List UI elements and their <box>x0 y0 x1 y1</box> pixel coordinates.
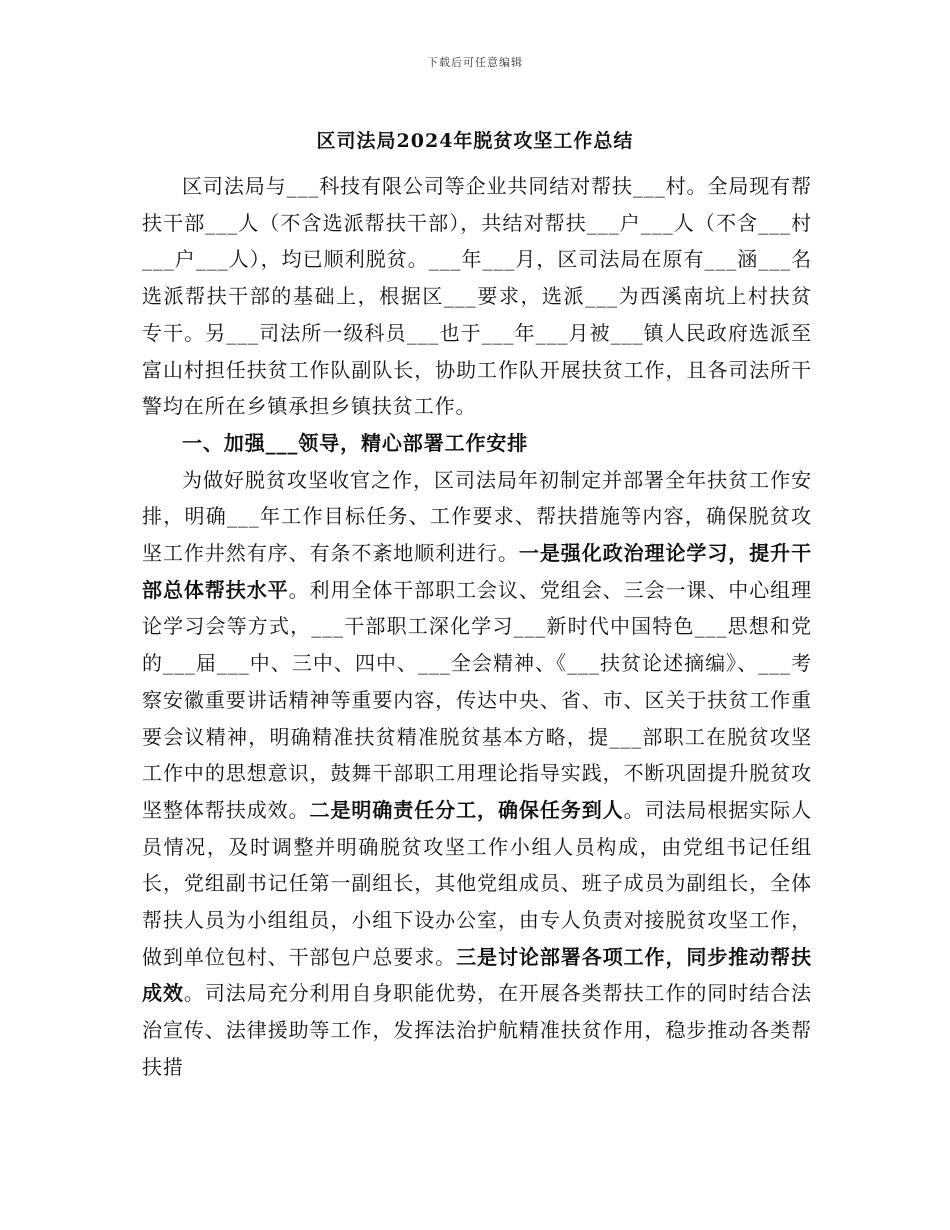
paragraph-text: 为做好脱贫攻坚收官之作，区司法局年初制定并部署全年扶贫工作安排，明确___年工作目标任务、工作要求、帮扶措施等内容，确保脱贫攻坚工作井然有序、有条不紊地顺利进行。 <box>142 467 812 566</box>
paragraph-section-1 <box>142 462 812 1086</box>
paragraph-text: 。司法局充分利用自身职能优势，在开展各类帮扶工作的同时结合法治宣传、法律援助等工作，发挥法治护航精准扶贫作用，稳步推动各类帮扶措 <box>142 981 813 1079</box>
document-title: 区司法局2024年脱贫攻坚工作总结 <box>316 130 634 152</box>
paragraph-text: 。利用全体干部职工会议、党组会、三会一课、中心组理论学习会等方式，___干部职工深化学习___新时代中国特色___思想和党的___届___中、三中、四中、___全会精神、《___扶贫论述摘编》、___考察安徽重要讲话精神等重要内容，传达中央、省、市、区关于扶贫工作重要会议精神，明确精准扶贫精准脱贫基本方略，提___部职工在脱贫攻坚工作中的思想意识，鼓舞干部职工用理论指导实践，不断巩固提升脱贫攻坚整体帮扶成效。 <box>142 577 812 822</box>
header-note: 下载后可任意编辑 <box>427 56 523 69</box>
section-heading-1: 一、加强___领导，精心部署工作安排 <box>182 430 529 455</box>
paragraph-text: 。司法局根据实际人员情况，及时调整并明确脱贫攻坚工作小组人员构成，由党组书记任组长，党组副书记任第一副组长，其他党组成员、班子成员为副组长，全体帮扶人员为小组组员，小组下设办公室，由专人负责对接脱贫攻坚工作，做到单位包村、干部包户总要求。 <box>142 797 813 969</box>
paragraph-intro: 区司法局与___科技有限公司等企业共同结对帮扶___村。全局现有帮扶干部___人（不含选派帮扶干部），共结对帮扶___户___人（不含___村___户___人），均已顺利脱贫。___年___月，区司法局在原有___涵___名选派帮扶干部的基础上，根据区___要求，选派___为西溪南坑上村扶贫专干。另___司法所一级科员___也于___年___月被___镇人民政府选派至富山村担任扶贫工作队副队长，协助工作队开展扶贫工作，且各司法所干警均在所在乡镇承担乡镇扶贫工作。 <box>142 174 812 419</box>
bold-point-1: 一是强化政治理论学习，提升干部总体帮扶水平 <box>142 541 812 602</box>
bold-point-2: 二是明确责任分工，确保任务到人 <box>309 797 624 822</box>
bold-point-3: 三是讨论部署各项工作，同步推动帮扶成效 <box>142 944 812 1006</box>
document-body <box>142 168 812 1086</box>
